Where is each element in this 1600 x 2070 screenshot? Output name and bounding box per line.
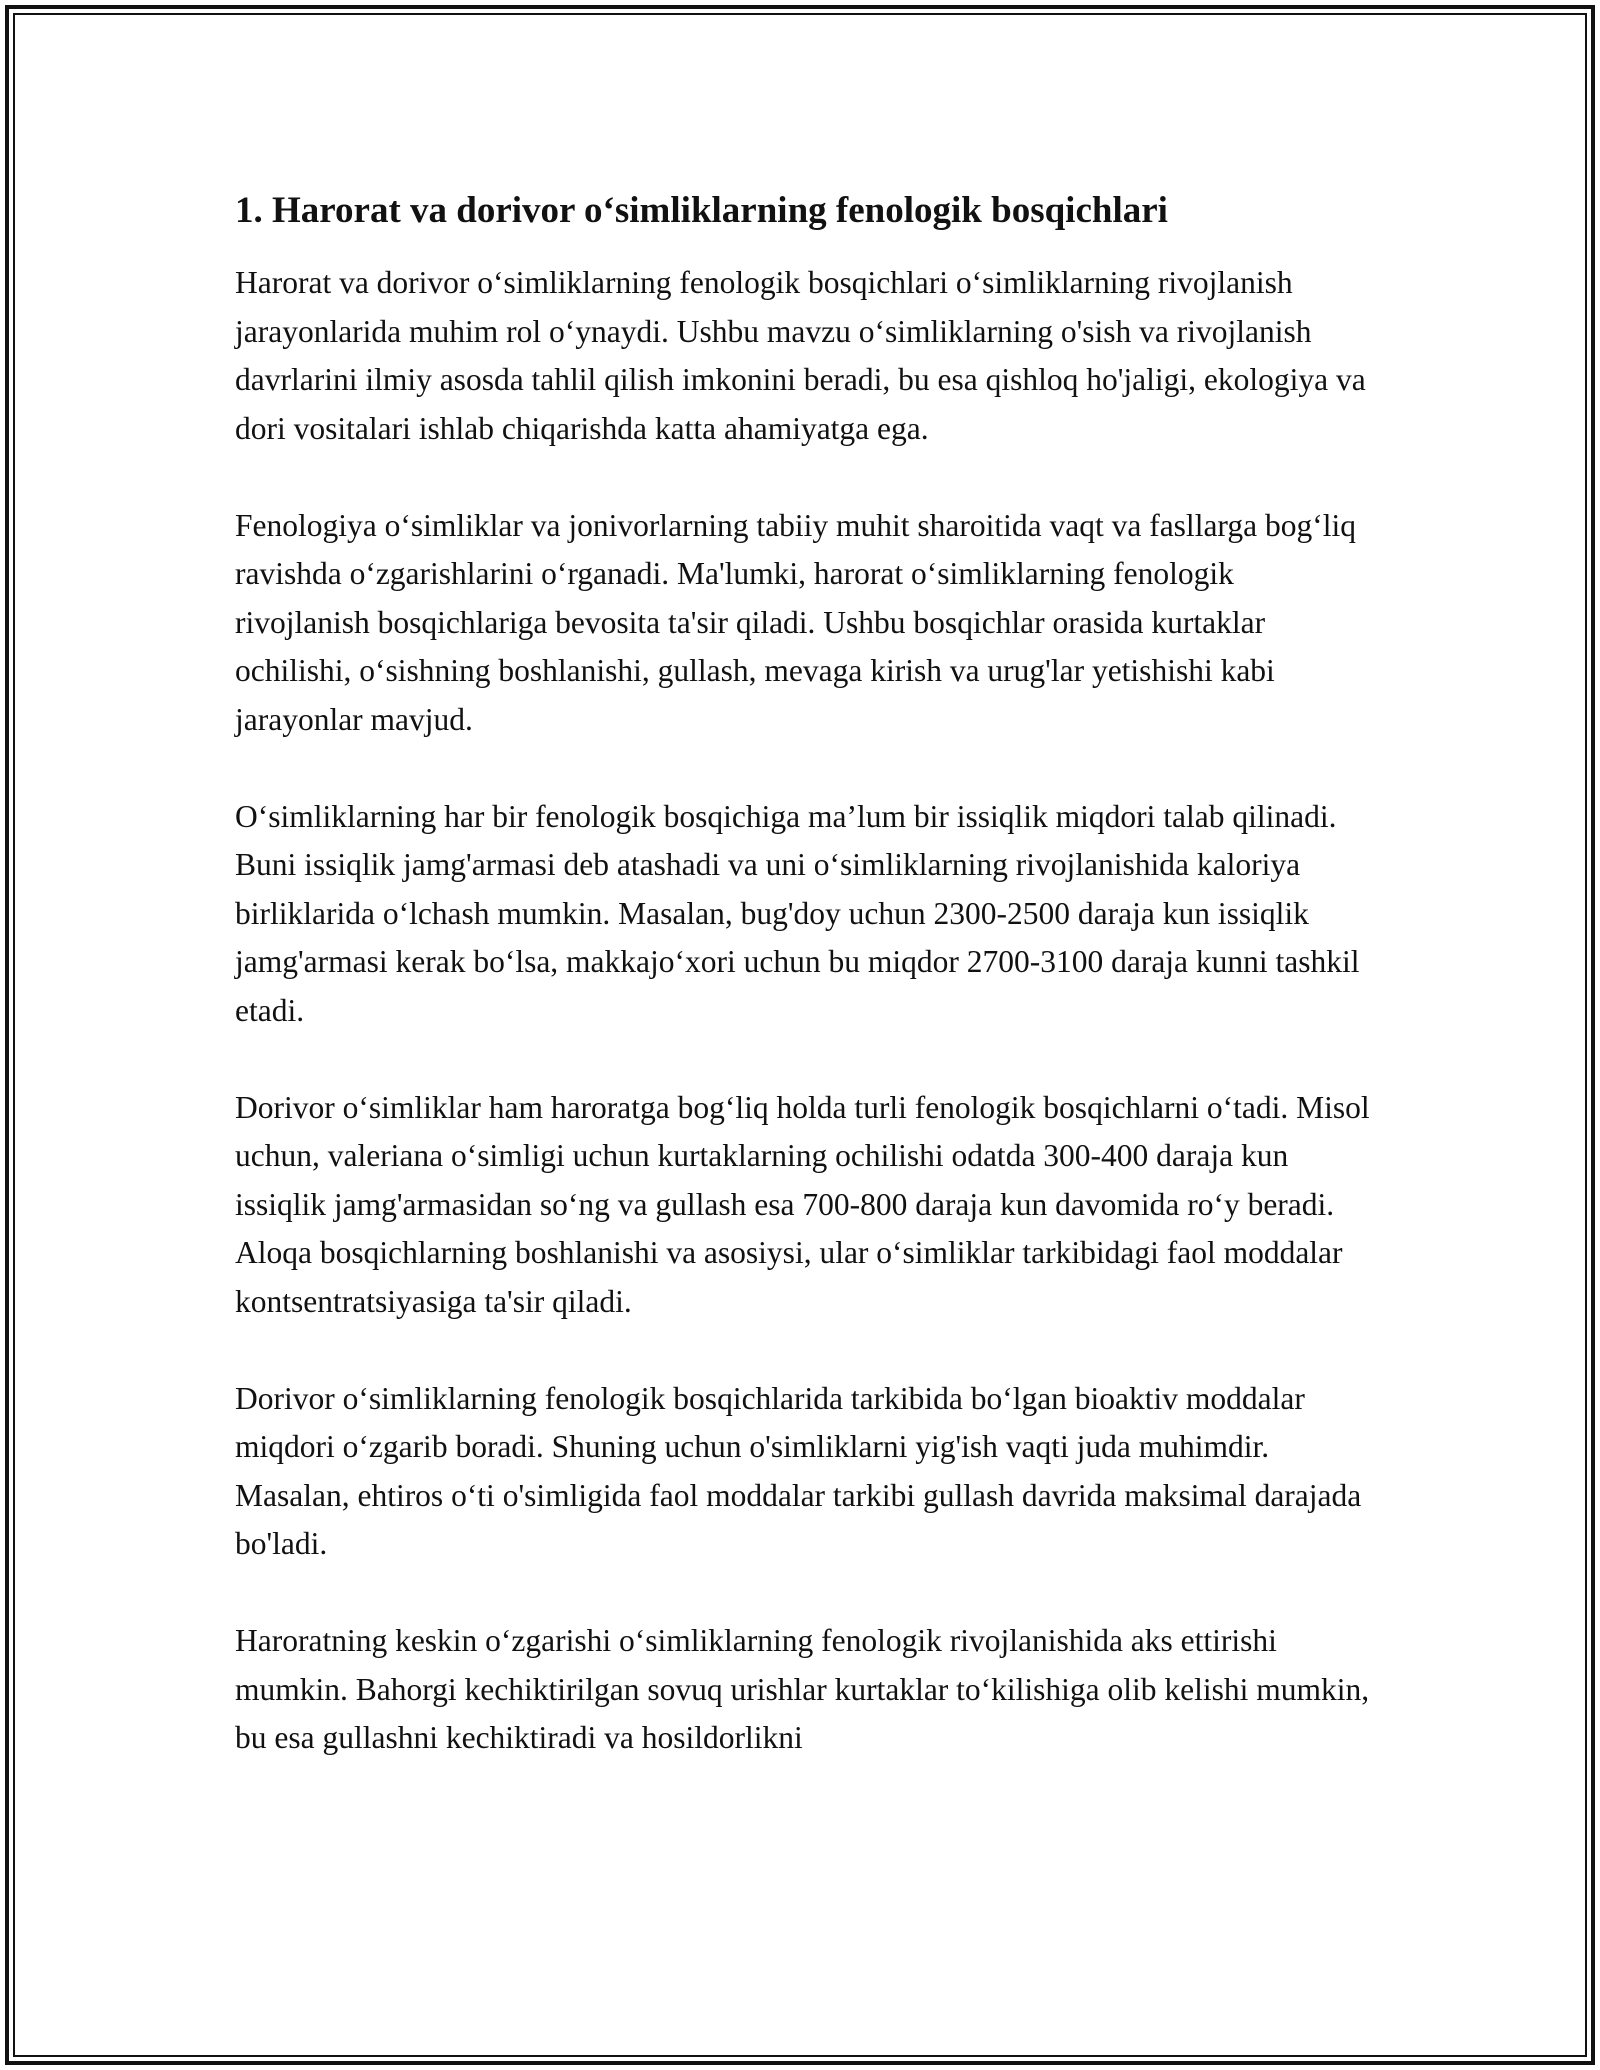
paragraph-3: O‘simliklarning har bir fenologik bosqichiga ma’lum bir issiqlik miqdori talab qilinadi. Buni issiqlik jamg'armasi deb atashadi va uni o‘simliklarning rivojlanishida kaloriya birliklarida o‘lchash mumkin. Masalan, bug'doy uchun 2300-2500 daraja kun issiqlik jamg'armasi kerak bo‘lsa, makkajo‘xori uchun bu miqdor 2700-3100 daraja kunni tashkil etadi.: [235, 798, 1360, 1028]
paragraph-4: Dorivor o‘simliklar ham haroratga bog‘liq holda turli fenologik bosqichlarni o‘tadi. Misol uchun, valeriana o‘simligi uchun kurtaklarning ochilishi odatda 300-400 daraja kun issiqlik jamg'armasidan so‘ng va gullash esa 700-800 daraja kun davomida ro‘y beradi. Aloqa bosqichlarning boshlanishi va asosiysi, ular o‘simliklar tarkibidagi faol moddalar kontsentratsiyasiga ta'sir qiladi.: [235, 1089, 1370, 1319]
document-body: [235, 187, 1375, 1811]
paragraph-5: Dorivor o‘simliklarning fenologik bosqichlarida tarkibida bo‘lgan bioaktiv moddalar miqdori o‘zgarib boradi. Shuning uchun o'simliklarni yig'ish vaqti juda muhimdir. Masalan, ehtiros o‘ti o'simligida faol moddalar tarkibi gullash davrida maksimal darajada bo'ladi.: [235, 1380, 1362, 1561]
paragraph-6: Haroratning keskin o‘zgarishi o‘simliklarning fenologik rivojlanishida aks ettirishi mumkin. Bahorgi kechiktirilgan sovuq urishlar kurtaklar to‘kilishiga olib kelishi mumkin, bu esa gullashni kechiktiradi va hosildorlikni: [235, 1623, 1370, 1755]
paragraph-1: Harorat va dorivor o‘simliklarning fenologik bosqichlari o‘simliklarning rivojlanish jarayonlarida muhim rol o‘ynaydi. Ushbu mavzu o‘simliklarning o'sish va rivojlanish davrlarini ilmiy asosda tahlil qilish imkonini beradi, bu esa qishloq ho'jaligi, ekologiya va dori vositalari ishlab chiqarishda katta ahamiyatga ega.: [235, 265, 1366, 446]
paragraph-2: Fenologiya o‘simliklar va jonivorlarning tabiiy muhit sharoitida vaqt va fasllarga bog‘liq ravishda o‘zgarishlarini o‘rganadi. Ma'lumki, harorat o‘simliklarning fenologik rivojlanish bosqichlariga bevosita ta'sir qiladi. Ushbu bosqichlar orasida kurtaklar ochilishi, o‘sishning boshlanishi, gullash, mevaga kirish va urug'lar yetishishi kabi jarayonlar mavjud.: [235, 507, 1356, 737]
section-heading: 1. Harorat va dorivor o‘simliklarning fenologik bosqichlari: [235, 190, 1168, 231]
